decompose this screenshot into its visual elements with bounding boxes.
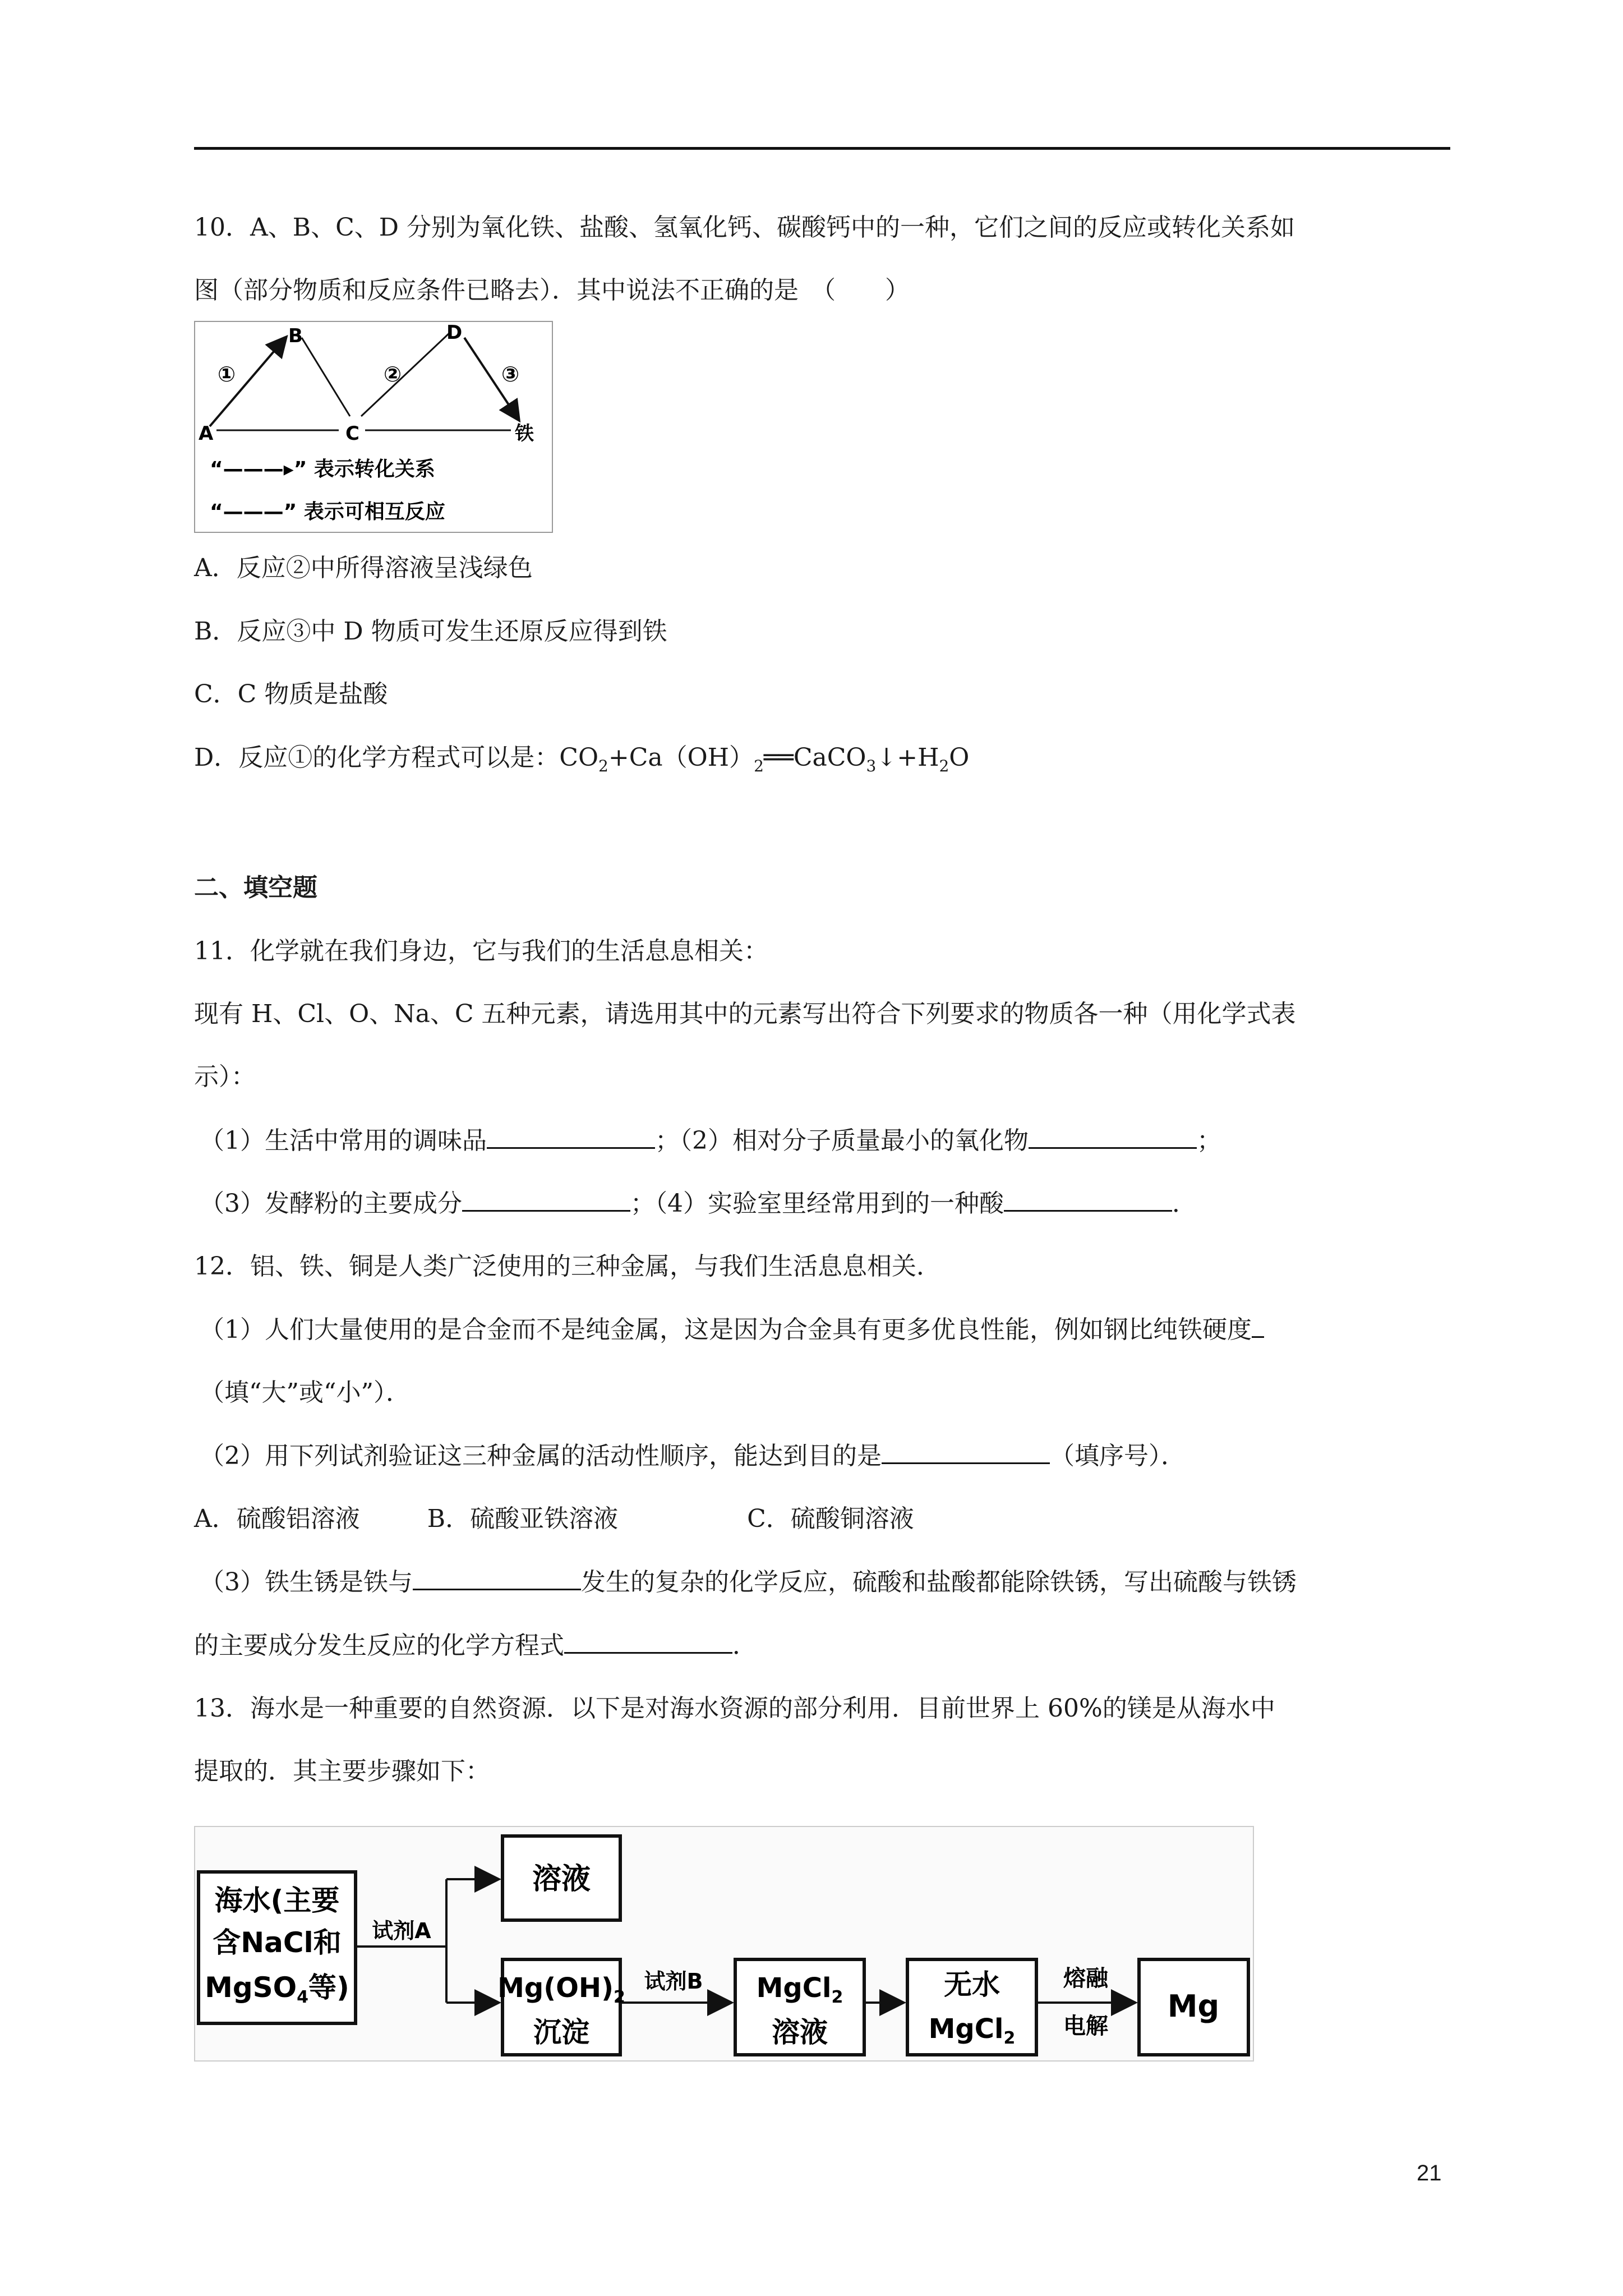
node-iron-label: 铁: [515, 422, 534, 445]
answer-blank[interactable]: [882, 1440, 1050, 1464]
q11-items-1-2: （1）生活中常用的调味品 ；（2）相对分子质量最小的氧化物 ；: [200, 1125, 1221, 1157]
legend-arrow: “———▸” 表示转化关系: [210, 458, 435, 481]
mgcl2-solution-text-2: 溶液: [772, 2016, 828, 2049]
q10-option-d: D．反应①的化学方程式可以是：$CO_2+Ca(OH)_2══CaCO_3↓+H_2O$: [194, 743, 970, 775]
answer-blank[interactable]: [1252, 1314, 1264, 1338]
q12-option-c: C．硫酸铜溶液: [747, 1504, 914, 1533]
q11-instruction-line1: 现有 H、Cl、O、Na、C 五种元素，请选用其中的元素写出符合下列要求的物质各一种（用化学式表: [194, 1000, 1296, 1028]
page-number: 21: [1417, 2161, 1442, 2185]
solution-text: 溶液: [532, 1862, 591, 1896]
node-c-label: C: [345, 422, 359, 445]
q12-part3-cont: 的主要成分发生反应的化学方程式 ．: [194, 1630, 757, 1662]
q12-part3: （3）铁生锈是铁与 发生的复杂的化学反应，硫酸和盐酸都能除铁锈，写出硫酸与铁锈: [200, 1566, 1297, 1598]
answer-blank[interactable]: [487, 1125, 655, 1149]
q10-option-c: C．C 物质是盐酸: [194, 680, 388, 708]
seawater-text-1: 海水(主要: [214, 1884, 340, 1917]
anhydrous-text-2: MgCl$_2$: [928, 2013, 1016, 2048]
mg-text: Mg: [1167, 1989, 1220, 2024]
q11-instruction-line2: 示）：: [194, 1062, 256, 1091]
step-1-label: ①: [218, 362, 236, 386]
answer-blank[interactable]: [462, 1188, 630, 1212]
q10-stem-line2: 图（部分物质和反应条件已略去）．其中说法不正确的是 （ ）: [194, 276, 910, 305]
step-3-label: ③: [501, 362, 520, 386]
step-2-label: ②: [384, 362, 402, 386]
reagent-b-label: 试剂B: [644, 1969, 703, 1994]
q10-option-a: A．反应②中所得溶液呈浅绿色: [194, 554, 533, 582]
q13-stem-line1: 13．海水是一种重要的自然资源．以下是对海水资源的部分利用．目前世界上 60%的镁是从海水中: [194, 1694, 1275, 1723]
q10-option-b: B．反应③中 D 物质可发生还原反应得到铁: [194, 617, 667, 646]
melt-label-2: 电解: [1063, 2013, 1108, 2039]
melt-label-1: 熔融: [1063, 1966, 1108, 1991]
mgoh2-text-2: 沉淀: [533, 2016, 589, 2049]
q12-options: [194, 1503, 914, 1535]
q13-flow-diagram: [194, 1826, 1254, 2062]
node-a-label: A: [199, 422, 214, 445]
q12-part1-cont: （填“大”或“小”）．: [200, 1378, 411, 1407]
q10-stem-line1: 10．A、B、C、D 分别为氧化铁、盐酸、氢氧化钙、碳酸钙中的一种，它们之间的反应或转化关系如: [194, 213, 1295, 242]
mgcl2-solution-text-1: MgCl$_2$: [756, 1972, 843, 2007]
q10-relationship-diagram: [194, 321, 553, 533]
anhydrous-text-1: 无水: [944, 1968, 1000, 2001]
q11-items-3-4: （3）发酵粉的主要成分 ；（4）实验室里经常用到的一种酸 ．: [200, 1188, 1197, 1220]
seawater-text-3: MgSO$_4$等): [205, 1971, 349, 2007]
legend-line: “———” 表示可相互反应: [210, 500, 445, 523]
q12-option-a: A．硫酸铝溶液: [194, 1504, 360, 1533]
answer-blank[interactable]: [1004, 1188, 1172, 1212]
answer-blank[interactable]: [564, 1630, 732, 1654]
section-title: 二、填空题: [194, 873, 317, 902]
reagent-a-label: 试剂A: [372, 1918, 431, 1943]
q12-part2: （2）用下列试剂验证这三种金属的活动性顺序，能达到目的是 （填序号）．: [200, 1440, 1186, 1472]
header-rule: [194, 147, 1450, 150]
node-d-label: D: [446, 321, 463, 344]
q13-stem-line2: 提取的．其主要步骤如下：: [194, 1757, 490, 1786]
answer-blank[interactable]: [1029, 1125, 1197, 1149]
q12-stem: 12．铝、铁、铜是人类广泛使用的三种金属，与我们生活息息相关．: [194, 1252, 941, 1281]
q11-stem: 11．化学就在我们身边，它与我们的生活息息相关：: [194, 937, 768, 965]
q12-part1: （1）人们大量使用的是合金而不是纯金属，这是因为合金具有更多优良性能，例如钢比纯铁硬度: [200, 1314, 1264, 1346]
node-b-label: B: [288, 325, 303, 347]
seawater-text-2: 含NaCl和: [213, 1926, 342, 1959]
answer-blank[interactable]: [413, 1566, 581, 1590]
q12-option-b: B．硫酸亚铁溶液: [427, 1504, 619, 1533]
mgoh2-text-1: $Mg(OH)_2$: [497, 1972, 625, 2007]
